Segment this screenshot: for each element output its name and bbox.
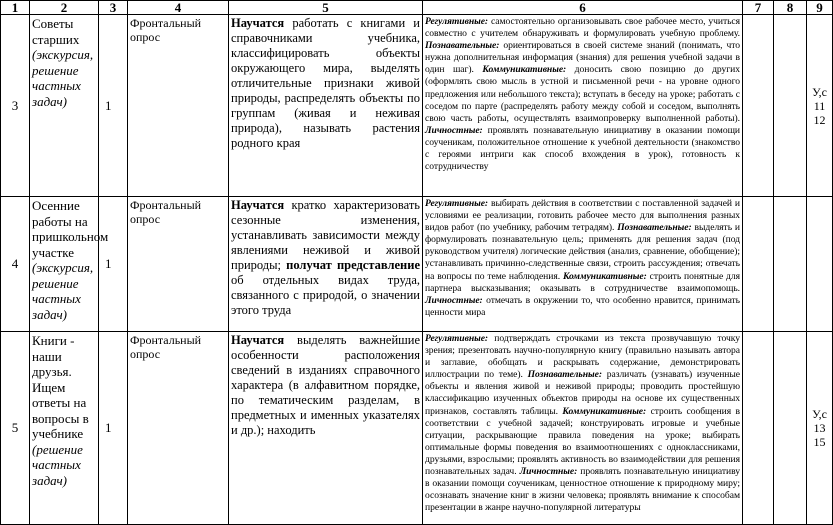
header-cell: 8	[774, 1, 807, 15]
page-ref-text: У,с 13 15	[812, 407, 827, 449]
uud-label: Регулятивные:	[425, 198, 489, 209]
lesson-topic: Книги - наши друзья. Ищем ответы на вопросы в учебнике	[32, 333, 89, 441]
page-reference	[807, 197, 833, 332]
lesson-topic: Советы старших	[32, 16, 80, 47]
uud-text: различать (узнавать) изученные объекты и явления живой и неживой природы; проводить простейшую классификацию изученных объектов природы на основе их существенных признаков, составлять таблицы.	[425, 369, 740, 417]
empty-cell	[774, 197, 807, 332]
uud-text: подтверждать строчками из текста прозвучавшую точку зрения; презентовать научно-популярную книгу (правильно называть автора и заглавие, обобщать и раскрывать содержание, демонстрировать иллюстрации по теме).	[425, 333, 740, 381]
lesson-hours: 1	[99, 15, 128, 197]
uud-label: Коммуникативные:	[562, 405, 647, 417]
subject-results	[229, 332, 423, 525]
uud-label: Познавательные:	[527, 369, 602, 381]
subject-results	[229, 15, 423, 197]
page-reference	[807, 15, 833, 197]
results-text: работать с книгами и справочниками учебника, классифицировать объекты окружающего мира, выделять отличительные признаки живой природы, распределять объекты по группам (живая и неживая природа), называть растения родного края	[231, 16, 420, 150]
subject-results	[229, 197, 423, 332]
lesson-topic-note: (экскурсия, решение частных задач)	[32, 47, 94, 109]
empty-cell	[774, 332, 807, 525]
empty-cell	[743, 15, 774, 197]
results-lead: Научатся	[231, 16, 285, 30]
empty-cell	[743, 197, 774, 332]
lesson-number: 3	[1, 15, 30, 197]
control-form: Фронтальный опрос	[128, 15, 229, 197]
uud-label: Личностные:	[425, 294, 483, 306]
empty-cell	[774, 15, 807, 197]
uud-text: выделять и формулировать познавательную цель; применять для решения задач (под руководством учителя) логические действия (анализ, сравнение, обобщение); устанавливать причинно-следственные связи, строить рассуждения; отвечать на вопросы по теме наблюдения.	[425, 222, 740, 282]
uud-label: Познавательные:	[425, 40, 500, 52]
header-cell: 6	[423, 1, 743, 15]
lesson-topic-cell	[30, 197, 109, 332]
results-text: выделять важнейшие особенности расположения сведений в изданиях справочного характера (в алфавитном порядке, по тематическим разделам, в предметных и именных указателях и др.); находить	[231, 333, 420, 437]
uud-label: Познавательные:	[617, 222, 692, 234]
header-row	[1, 1, 833, 15]
uud-text: строить сообщения в соответствии с учебной задачей; конструировать игровые и учебные ситуации, раскрывающие правила поведения на уроке; выбирать оптимальные формы поведения во взаимоотношениях с одноклассниками, друзьями, взрослыми; проявлять активность во взаимодействии для решения познавательных задач.	[425, 405, 740, 478]
uud-text: проявлять познавательную инициативу в оказании помощи соученикам, ценностное отношение к природному миру; осознавать значение книг в жизни человека; проявлять внимание к способам презентации в жанре научно-популярной литературы	[425, 466, 740, 514]
header-cell: 9	[807, 1, 833, 15]
lesson-topic-cell	[30, 15, 99, 197]
header-cell: 7	[743, 1, 774, 15]
uud-label: Коммуникативные:	[482, 64, 567, 76]
table-row	[1, 197, 833, 332]
results-lead: получат представление	[286, 258, 420, 272]
uud-text: самостоятельно организовывать свое рабочее место, учиться совместно с учителем обнаруживать и формулировать учебную проблему.	[425, 16, 740, 40]
lesson-hours: 1	[99, 332, 128, 525]
uud-label: Регулятивные:	[425, 333, 489, 344]
results-text: кратко характеризовать сезонные изменения, устанавливать зависимости между явлениями неживой и живой природы;	[231, 198, 420, 272]
lesson-topic-note: (решение частных задач)	[32, 441, 83, 488]
header-cell: 2	[30, 1, 99, 15]
uud-label: Регулятивные:	[425, 16, 489, 27]
uud-text: строить понятные для партнера высказывания; оказывать в сотрудничестве взаимопомощь.	[425, 270, 740, 294]
header-cell: 5	[229, 1, 423, 15]
header-cell: 1	[1, 1, 30, 15]
uud-label: Личностные:	[519, 466, 578, 478]
control-form: Фронтальный опрос	[128, 197, 229, 332]
uud-text: проявлять познавательную инициативу в оказании помощи соученикам, положительное отношение к учебной деятельности (знакомство с героями интриги как способ вхождения в урок), готовность к сотрудничеству	[425, 124, 740, 173]
table-row	[1, 332, 833, 525]
page-reference	[807, 332, 833, 525]
uud-label: Личностные:	[425, 124, 483, 136]
uud-cell	[423, 15, 743, 197]
table-row	[1, 15, 833, 197]
page-ref-text: У,с 11 12	[812, 84, 827, 127]
uud-text: выбирать действия в соответствии с поставленной задачей и условиями ее реализации, готовить рабочее место для выполнения разных видов работ (по учебнику, рабочим тетрадям).	[425, 198, 740, 234]
uud-text: доносить свою позицию до других (оформлять свою мысль в устной и письменной речи - на уровне одного предложения или небольшого текста); вступать в беседу на уроке; работать с соседом по парте (распределять работу между собой и соседом, выполнять свою часть работы, осуществлять взаимопроверку выполненной работы).	[425, 64, 740, 124]
lesson-number: 4	[1, 197, 30, 332]
header-cell: 3	[99, 1, 128, 15]
lesson-topic: Осенние работы на пришкольном участке	[32, 198, 109, 260]
lesson-topic-note: (экскурсия, решение частных задач)	[32, 260, 94, 322]
control-form: Фронтальный опрос	[128, 332, 229, 525]
uud-cell	[423, 197, 743, 332]
results-text: об отдельных видах труда, связанного с природой, о значении этого труда	[231, 273, 420, 317]
uud-label: Коммуникативные:	[562, 270, 647, 282]
uud-text: отмечать в окружении то, что особенно нравится, принимать ценности мира	[425, 294, 740, 318]
lesson-hours: 1	[99, 197, 128, 332]
lesson-topic-cell	[30, 332, 99, 525]
header-cell: 4	[128, 1, 229, 15]
uud-cell	[423, 332, 743, 525]
results-lead: Научатся	[231, 333, 285, 347]
empty-cell	[743, 332, 774, 525]
lesson-number: 5	[1, 332, 30, 525]
uud-text: ориентироваться в своей системе знаний (понимать, что нужна дополнительная информация (знания) для решения учебной задачи в один шаг).	[425, 40, 740, 76]
results-lead: Научатся	[231, 198, 285, 212]
